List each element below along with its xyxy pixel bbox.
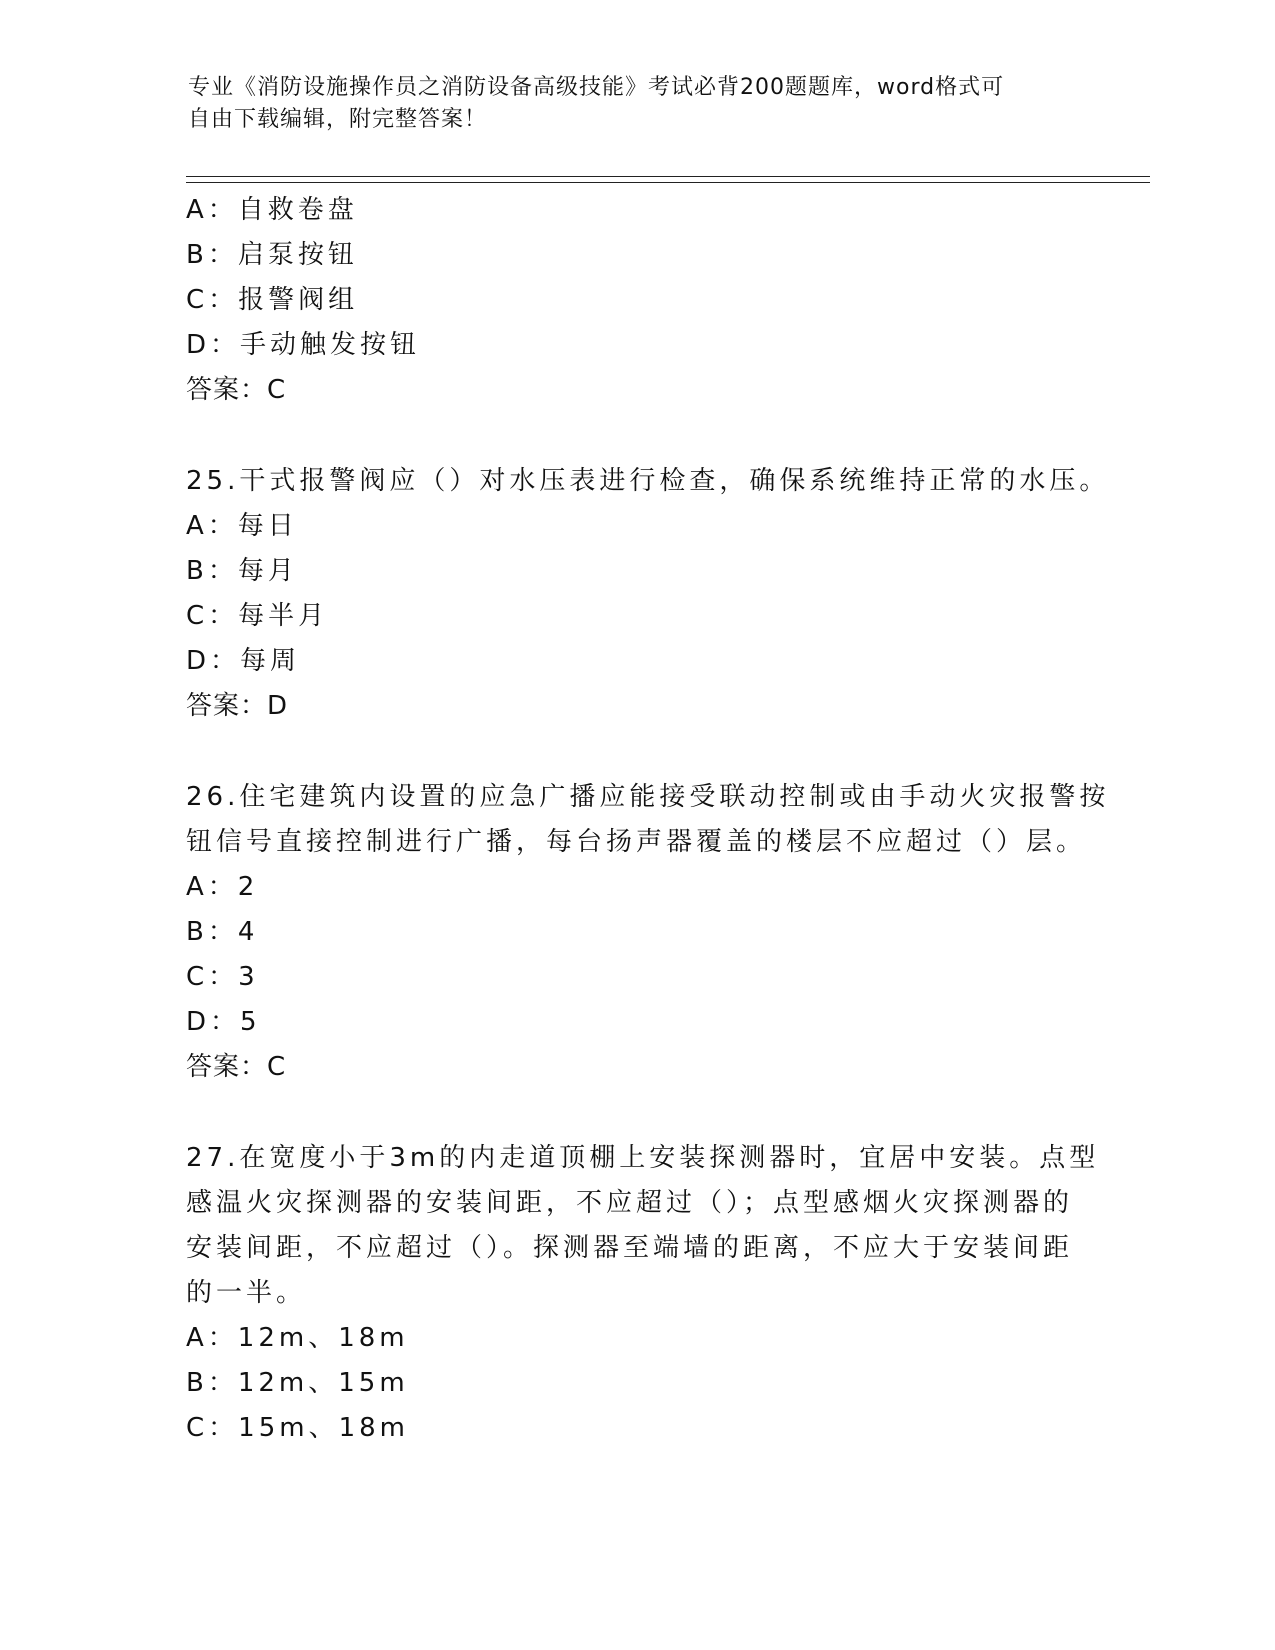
- answer: 答案：D: [186, 691, 289, 721]
- option-a: A：自救卷盘: [186, 195, 358, 225]
- question-24: [186, 188, 1086, 413]
- header-rule-bottom: [186, 182, 1150, 183]
- answer: 答案：C: [186, 1052, 287, 1082]
- header-line-2: 自由下载编辑，附完整答案！: [188, 107, 488, 132]
- option-c: C：报警阀组: [186, 285, 359, 315]
- option-b: B：12m、15m: [186, 1368, 409, 1398]
- option-d: D：每周: [186, 646, 301, 676]
- question-list: [186, 188, 1110, 1451]
- option-c: C：15m、18m: [186, 1413, 409, 1443]
- question-stem-line-3: 安装间距，不应超过（）。探测器至端墙的距离，不应大于安装间距: [186, 1233, 1074, 1263]
- answer: 答案：C: [186, 375, 287, 405]
- document-header: [188, 72, 1068, 136]
- header-rule-top: [186, 176, 1150, 177]
- question-stem: 25.干式报警阀应（）对水压表进行检查，确保系统维持正常的水压。: [186, 466, 1110, 496]
- question-stem-line-1: 26.住宅建筑内设置的应急广播应能接受联动控制或由手动火灾报警按: [186, 782, 1110, 812]
- option-c: C：3: [186, 962, 259, 992]
- option-a: A：每日: [186, 511, 298, 541]
- header-line-1: 专业《消防设施操作员之消防设备高级技能》考试必背200题题库，word格式可: [188, 75, 1005, 100]
- question-stem-line-4: 的一半。: [186, 1278, 307, 1308]
- option-a: A：12m、18m: [186, 1323, 409, 1353]
- option-b: B：每月: [186, 556, 298, 586]
- option-d: D：手动触发按钮: [186, 330, 421, 360]
- option-b: B：4: [186, 917, 259, 947]
- option-a: A：2: [186, 872, 259, 902]
- question-25: [186, 459, 1110, 729]
- question-27: [186, 1136, 1100, 1451]
- question-stem-line-2: 感温火灾探测器的安装间距，不应超过（）；点型感烟火灾探测器的: [186, 1188, 1074, 1218]
- option-c: C：每半月: [186, 601, 329, 631]
- question-stem-line-2: 钮信号直接控制进行广播，每台扬声器覆盖的楼层不应超过（）层。: [186, 827, 1087, 857]
- option-d: D：5: [186, 1007, 261, 1037]
- question-26: [186, 775, 1110, 1090]
- option-b: B：启泵按钮: [186, 240, 358, 270]
- question-stem-line-1: 27.在宽度小于3m的内走道顶棚上安装探测器时，宜居中安装。点型: [186, 1143, 1100, 1173]
